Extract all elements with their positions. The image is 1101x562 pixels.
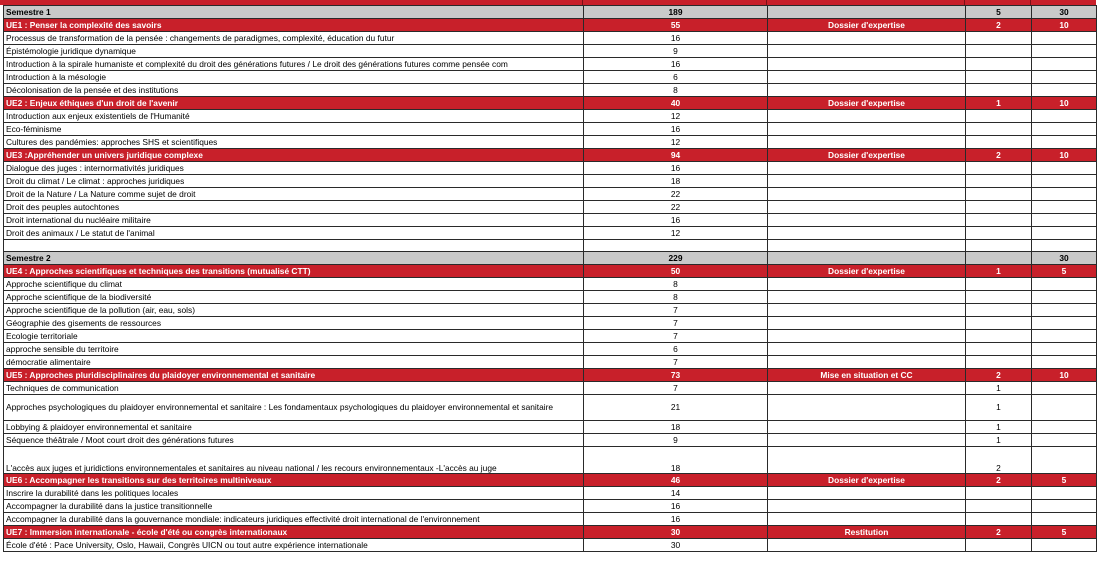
course-title-cell[interactable]: démocratie alimentaire (4, 356, 584, 369)
evaluation-cell[interactable] (768, 447, 966, 474)
evaluation-cell[interactable] (768, 188, 966, 201)
ects-cell[interactable] (1032, 188, 1097, 201)
hours-cell[interactable]: 7 (584, 356, 768, 369)
course-row (4, 500, 1097, 513)
evaluation-cell[interactable] (768, 500, 966, 513)
course-title-cell[interactable]: Approche scientifique de la biodiversité (4, 291, 584, 304)
course-title-cell[interactable]: Introduction à la spirale humaniste et complexité du droit des générations futures / Le droit des générations futures comme pensée com (4, 58, 584, 71)
ects-cell[interactable] (1032, 175, 1097, 188)
ects-cell[interactable] (1032, 278, 1097, 291)
course-row (4, 330, 1097, 343)
hours-cell[interactable]: 14 (584, 487, 768, 500)
course-row (4, 539, 1097, 552)
coefficient-cell[interactable] (966, 317, 1032, 330)
evaluation-cell[interactable]: Dossier d'expertise (768, 97, 966, 110)
coefficient-cell[interactable]: 1 (966, 395, 1032, 421)
coefficient-cell[interactable] (966, 175, 1032, 188)
hours-cell[interactable]: 40 (584, 97, 768, 110)
spacer-row (4, 240, 1097, 252)
coefficient-cell[interactable] (966, 45, 1032, 58)
ects-cell[interactable] (1032, 110, 1097, 123)
course-title-cell[interactable]: Semestre 1 (4, 6, 584, 19)
coefficient-cell[interactable] (966, 291, 1032, 304)
ects-cell[interactable] (1032, 356, 1097, 369)
ects-cell[interactable] (1032, 434, 1097, 447)
coefficient-cell[interactable] (966, 240, 1032, 252)
ue-row (4, 149, 1097, 162)
coefficient-cell[interactable] (966, 252, 1032, 265)
evaluation-cell[interactable] (768, 45, 966, 58)
hours-cell[interactable]: 22 (584, 201, 768, 214)
hours-cell[interactable]: 55 (584, 19, 768, 32)
course-row (4, 487, 1097, 500)
course-title-cell[interactable]: Introduction aux enjeux existentiels de l'Humanité (4, 110, 584, 123)
coefficient-cell[interactable] (966, 343, 1032, 356)
course-row (4, 188, 1097, 201)
hours-cell[interactable]: 229 (584, 252, 768, 265)
hours-cell[interactable]: 7 (584, 382, 768, 395)
course-row (4, 84, 1097, 97)
evaluation-cell[interactable] (768, 71, 966, 84)
ects-cell[interactable] (1032, 304, 1097, 317)
course-title-cell[interactable]: Approche scientifique de la pollution (air, eau, sols) (4, 304, 584, 317)
coefficient-cell[interactable] (966, 110, 1032, 123)
ects-cell[interactable]: 5 (1032, 526, 1097, 539)
evaluation-cell[interactable] (768, 252, 966, 265)
hours-cell[interactable]: 16 (584, 58, 768, 71)
coefficient-cell[interactable]: 1 (966, 265, 1032, 278)
ects-cell[interactable] (1032, 240, 1097, 252)
course-title-cell[interactable]: UE6 : Accompagner les transitions sur des territoires multiniveaux (4, 474, 584, 487)
coefficient-cell[interactable] (966, 84, 1032, 97)
semester-row (4, 6, 1097, 19)
hours-cell[interactable]: 16 (584, 214, 768, 227)
course-row (4, 395, 1097, 421)
semester-row (4, 252, 1097, 265)
course-title-cell[interactable]: Ecologie territoriale (4, 330, 584, 343)
course-title-cell[interactable]: Cultures des pandémies: approches SHS et scientifiques (4, 136, 584, 149)
evaluation-cell[interactable] (768, 162, 966, 175)
ects-cell[interactable]: 10 (1032, 149, 1097, 162)
ects-cell[interactable] (1032, 317, 1097, 330)
hours-cell[interactable] (584, 240, 768, 252)
coefficient-cell[interactable] (966, 201, 1032, 214)
coefficient-cell[interactable]: 1 (966, 421, 1032, 434)
coefficient-cell[interactable]: 2 (966, 369, 1032, 382)
ects-cell[interactable] (1032, 500, 1097, 513)
ects-cell[interactable] (1032, 162, 1097, 175)
evaluation-cell[interactable] (768, 278, 966, 291)
course-title-cell[interactable]: Épistémologie juridique dynamique (4, 45, 584, 58)
course-title-cell[interactable]: UE4 : Approches scientifiques et techniques des transitions (mutualisé CTT) (4, 265, 584, 278)
hours-cell[interactable]: 16 (584, 32, 768, 45)
course-row (4, 278, 1097, 291)
evaluation-cell[interactable] (768, 343, 966, 356)
hours-cell[interactable]: 18 (584, 447, 768, 474)
ue-row (4, 526, 1097, 539)
evaluation-cell[interactable] (768, 201, 966, 214)
coefficient-cell[interactable] (966, 58, 1032, 71)
course-title-cell[interactable]: Accompagner la durabilité dans la justice transitionnelle (4, 500, 584, 513)
hours-cell[interactable]: 30 (584, 539, 768, 552)
course-title-cell[interactable]: UE1 : Penser la complexité des savoirs (4, 19, 584, 32)
coefficient-cell[interactable]: 5 (966, 6, 1032, 19)
course-row (4, 162, 1097, 175)
ue-row (4, 19, 1097, 32)
course-title-cell[interactable] (4, 240, 584, 252)
ue-row (4, 97, 1097, 110)
ects-cell[interactable]: 30 (1032, 252, 1097, 265)
ue-row (4, 369, 1097, 382)
course-row (4, 317, 1097, 330)
hours-cell[interactable]: 7 (584, 317, 768, 330)
coefficient-cell[interactable]: 2 (966, 474, 1032, 487)
ects-cell[interactable]: 30 (1032, 6, 1097, 19)
course-row (4, 513, 1097, 526)
coefficient-cell[interactable] (966, 278, 1032, 291)
ects-cell[interactable] (1032, 58, 1097, 71)
evaluation-cell[interactable] (768, 356, 966, 369)
ects-cell[interactable] (1032, 71, 1097, 84)
hours-cell[interactable]: 73 (584, 369, 768, 382)
course-title-cell[interactable]: UE2 : Enjeux éthiques d'un droit de l'avenir (4, 97, 584, 110)
ects-cell[interactable] (1032, 330, 1097, 343)
coefficient-cell[interactable] (966, 32, 1032, 45)
evaluation-cell[interactable] (768, 421, 966, 434)
hours-cell[interactable]: 8 (584, 278, 768, 291)
course-row (4, 58, 1097, 71)
hours-cell[interactable]: 7 (584, 330, 768, 343)
ue-row (4, 265, 1097, 278)
ue-row (4, 474, 1097, 487)
coefficient-cell[interactable]: 1 (966, 434, 1032, 447)
course-title-cell[interactable]: L'accès aux juges et juridictions environnementales et sanitaires au niveau national / les recours environnementaux -L'accès au juge (4, 447, 584, 474)
ects-cell[interactable] (1032, 45, 1097, 58)
hours-cell[interactable]: 30 (584, 526, 768, 539)
course-row (4, 356, 1097, 369)
course-title-cell[interactable]: UE5 : Approches pluridisciplinaires du plaidoyer environnemental et sanitaire (4, 369, 584, 382)
course-title-cell[interactable]: Séquence théâtrale / Moot court droit des générations futures (4, 434, 584, 447)
evaluation-cell[interactable] (768, 84, 966, 97)
ects-cell[interactable] (1032, 487, 1097, 500)
course-title-cell[interactable]: Approches psychologiques du plaidoyer environnemental et sanitaire : Les fondamentaux psychologiques du plaidoyer environnemental et sanitaire (4, 395, 584, 421)
course-title-cell[interactable]: École d'été : Pace University, Oslo, Hawaii, Congrès UICN ou tout autre expérience internationale (4, 539, 584, 552)
evaluation-cell[interactable] (768, 317, 966, 330)
hours-cell[interactable]: 12 (584, 136, 768, 149)
course-title-cell[interactable]: Techniques de communication (4, 382, 584, 395)
course-row (4, 291, 1097, 304)
evaluation-cell[interactable] (768, 330, 966, 343)
evaluation-cell[interactable] (768, 58, 966, 71)
ects-cell[interactable]: 10 (1032, 369, 1097, 382)
hours-cell[interactable]: 189 (584, 6, 768, 19)
course-title-cell[interactable]: Droit de la Nature / La Nature comme sujet de droit (4, 188, 584, 201)
coefficient-cell[interactable] (966, 304, 1032, 317)
coefficient-cell[interactable] (966, 487, 1032, 500)
evaluation-cell[interactable] (768, 240, 966, 252)
course-row (4, 136, 1097, 149)
hours-cell[interactable]: 9 (584, 45, 768, 58)
course-title-cell[interactable]: Introduction à la mésologie (4, 71, 584, 84)
hours-cell[interactable]: 6 (584, 343, 768, 356)
evaluation-cell[interactable] (768, 227, 966, 240)
evaluation-cell[interactable]: Restitution (768, 526, 966, 539)
coefficient-cell[interactable]: 2 (966, 526, 1032, 539)
coefficient-cell[interactable] (966, 513, 1032, 526)
evaluation-cell[interactable] (768, 539, 966, 552)
ects-cell[interactable] (1032, 201, 1097, 214)
coefficient-cell[interactable] (966, 136, 1032, 149)
evaluation-cell[interactable] (768, 434, 966, 447)
course-title-cell[interactable]: Approche scientifique du climat (4, 278, 584, 291)
course-title-cell[interactable]: Dialogue des juges : internormativités juridiques (4, 162, 584, 175)
ects-cell[interactable] (1032, 214, 1097, 227)
course-title-cell[interactable]: Droit des animaux / Le statut de l'animal (4, 227, 584, 240)
coefficient-cell[interactable] (966, 227, 1032, 240)
ects-cell[interactable] (1032, 32, 1097, 45)
ects-cell[interactable]: 10 (1032, 97, 1097, 110)
evaluation-cell[interactable] (768, 110, 966, 123)
evaluation-cell[interactable]: Dossier d'expertise (768, 474, 966, 487)
coefficient-cell[interactable]: 2 (966, 149, 1032, 162)
coefficient-cell[interactable] (966, 123, 1032, 136)
course-title-cell[interactable]: UE7 : Immersion internationale - école d'été ou congrès internationaux (4, 526, 584, 539)
ects-cell[interactable] (1032, 291, 1097, 304)
ects-cell[interactable] (1032, 84, 1097, 97)
hours-cell[interactable]: 22 (584, 188, 768, 201)
hours-cell[interactable]: 16 (584, 500, 768, 513)
ects-cell[interactable]: 5 (1032, 265, 1097, 278)
evaluation-cell[interactable] (768, 513, 966, 526)
course-row (4, 123, 1097, 136)
coefficient-cell[interactable] (966, 71, 1032, 84)
ects-cell[interactable] (1032, 136, 1097, 149)
ects-cell[interactable]: 10 (1032, 19, 1097, 32)
ects-cell[interactable] (1032, 513, 1097, 526)
hours-cell[interactable]: 46 (584, 474, 768, 487)
course-row (4, 32, 1097, 45)
evaluation-cell[interactable] (768, 214, 966, 227)
hours-cell[interactable]: 16 (584, 123, 768, 136)
evaluation-cell[interactable] (768, 487, 966, 500)
hours-cell[interactable]: 9 (584, 434, 768, 447)
course-row (4, 343, 1097, 356)
hours-cell[interactable]: 18 (584, 175, 768, 188)
course-row (4, 175, 1097, 188)
evaluation-cell[interactable]: Dossier d'expertise (768, 149, 966, 162)
course-title-cell[interactable]: Droit du climat / Le climat : approches juridiques (4, 175, 584, 188)
course-row (4, 71, 1097, 84)
ects-cell[interactable] (1032, 421, 1097, 434)
evaluation-cell[interactable] (768, 136, 966, 149)
coefficient-cell[interactable]: 1 (966, 382, 1032, 395)
evaluation-cell[interactable] (768, 123, 966, 136)
hours-cell[interactable]: 8 (584, 291, 768, 304)
course-title-cell[interactable]: Droit international du nucléaire militaire (4, 214, 584, 227)
hours-cell[interactable]: 18 (584, 421, 768, 434)
course-row (4, 110, 1097, 123)
hours-cell[interactable]: 6 (584, 71, 768, 84)
evaluation-cell[interactable]: Dossier d'expertise (768, 19, 966, 32)
curriculum-table-body (4, 6, 1097, 552)
hours-cell[interactable]: 12 (584, 110, 768, 123)
course-title-cell[interactable]: Inscrire la durabilité dans les politiques locales (4, 487, 584, 500)
course-row (4, 227, 1097, 240)
evaluation-cell[interactable]: Mise en situation et CC (768, 369, 966, 382)
course-title-cell[interactable]: Accompagner la durabilité dans la gouvernance mondiale: indicateurs juridiques effectivité droit international de l'environnement (4, 513, 584, 526)
coefficient-cell[interactable] (966, 162, 1032, 175)
coefficient-cell[interactable] (966, 188, 1032, 201)
course-title-cell[interactable]: Eco-féminisme (4, 123, 584, 136)
course-title-cell[interactable]: Droit des peuples autochtones (4, 201, 584, 214)
course-title-cell[interactable]: Décolonisation de la pensée et des institutions (4, 84, 584, 97)
coefficient-cell[interactable] (966, 214, 1032, 227)
evaluation-cell[interactable] (768, 175, 966, 188)
evaluation-cell[interactable] (768, 32, 966, 45)
evaluation-cell[interactable] (768, 6, 966, 19)
hours-cell[interactable]: 8 (584, 84, 768, 97)
coefficient-cell[interactable]: 2 (966, 447, 1032, 474)
evaluation-cell[interactable] (768, 291, 966, 304)
course-row (4, 421, 1097, 434)
ects-cell[interactable] (1032, 395, 1097, 421)
curriculum-table (3, 5, 1097, 552)
course-title-cell[interactable]: Semestre 2 (4, 252, 584, 265)
hours-cell[interactable]: 7 (584, 304, 768, 317)
course-row (4, 447, 1097, 474)
course-title-cell[interactable]: Processus de transformation de la pensée : changements de paradigmes, complexité, éducation du futur (4, 32, 584, 45)
course-row (4, 201, 1097, 214)
evaluation-cell[interactable] (768, 382, 966, 395)
hours-cell[interactable]: 94 (584, 149, 768, 162)
evaluation-cell[interactable] (768, 304, 966, 317)
ects-cell[interactable] (1032, 382, 1097, 395)
coefficient-cell[interactable]: 1 (966, 97, 1032, 110)
course-row (4, 214, 1097, 227)
course-row (4, 434, 1097, 447)
evaluation-cell[interactable] (768, 395, 966, 421)
coefficient-cell[interactable] (966, 539, 1032, 552)
course-row (4, 382, 1097, 395)
coefficient-cell[interactable] (966, 330, 1032, 343)
ects-cell[interactable] (1032, 343, 1097, 356)
course-title-cell[interactable]: Géographie des gisements de ressources (4, 317, 584, 330)
hours-cell[interactable]: 50 (584, 265, 768, 278)
hours-cell[interactable]: 12 (584, 227, 768, 240)
ects-cell[interactable] (1032, 227, 1097, 240)
ects-cell[interactable]: 5 (1032, 474, 1097, 487)
course-title-cell[interactable]: Lobbying & plaidoyer environnemental et sanitaire (4, 421, 584, 434)
coefficient-cell[interactable] (966, 500, 1032, 513)
ects-cell[interactable] (1032, 539, 1097, 552)
ects-cell[interactable] (1032, 123, 1097, 136)
ects-cell[interactable] (1032, 447, 1097, 474)
coefficient-cell[interactable]: 2 (966, 19, 1032, 32)
course-row (4, 304, 1097, 317)
coefficient-cell[interactable] (966, 356, 1032, 369)
hours-cell[interactable]: 21 (584, 395, 768, 421)
hours-cell[interactable]: 16 (584, 162, 768, 175)
course-title-cell[interactable]: approche sensible du territoire (4, 343, 584, 356)
hours-cell[interactable]: 16 (584, 513, 768, 526)
course-row (4, 45, 1097, 58)
course-title-cell[interactable]: UE3 :Appréhender un univers juridique complexe (4, 149, 584, 162)
evaluation-cell[interactable]: Dossier d'expertise (768, 265, 966, 278)
